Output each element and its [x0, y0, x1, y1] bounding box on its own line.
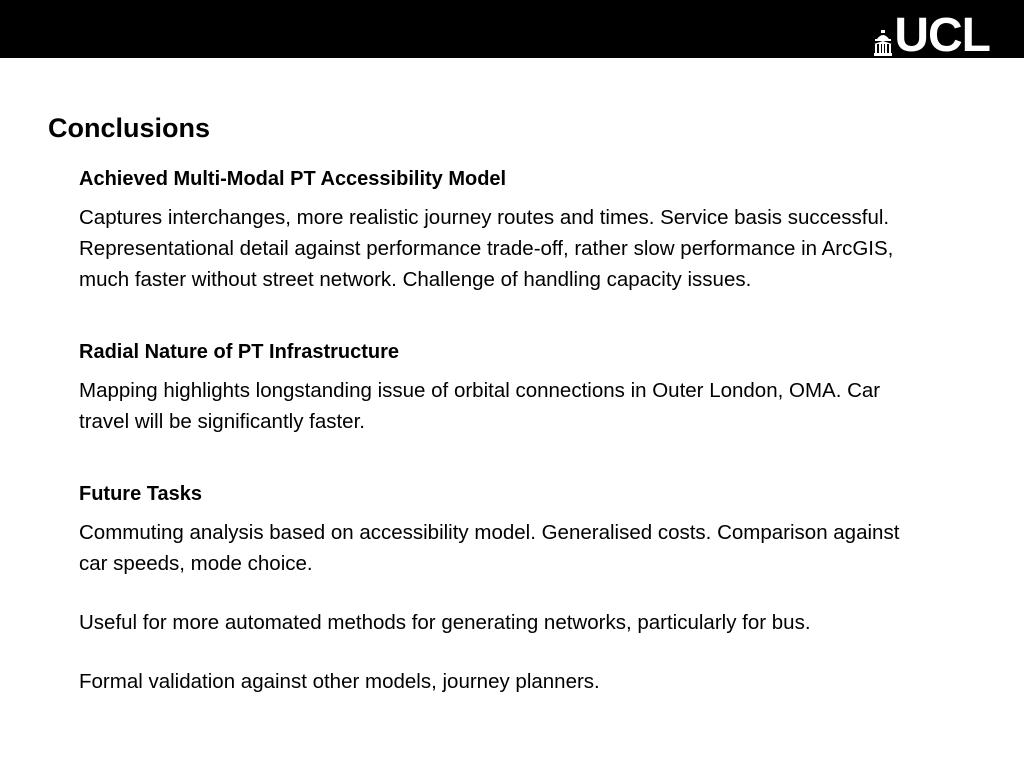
section-heading: Future Tasks	[79, 483, 202, 505]
ucl-logo	[874, 9, 990, 62]
section-paragraph: Captures interchanges, more realistic journey routes and times. Service basis successful. Representational detail against performance trade-off, rather slow performance in ArcGIS, much faster without street network. Challenge of handling capacity issues.	[79, 206, 894, 291]
section-paragraph: Mapping highlights longstanding issue of orbital connections in Outer London, OMA. Car travel will be significantly faster.	[79, 379, 881, 433]
section-paragraph: Formal validation against other models, journey planners.	[79, 670, 600, 693]
slide-content	[79, 166, 919, 697]
section-future-tasks	[79, 481, 919, 697]
section-paragraph: Useful for more automated methods for generating networks, particularly for bus.	[79, 611, 811, 634]
section-multimodal-model	[79, 166, 919, 295]
section-radial-nature	[79, 339, 919, 437]
portico-icon	[874, 30, 892, 56]
section-heading: Radial Nature of PT Infrastructure	[79, 341, 400, 363]
slide-title: Conclusions	[48, 113, 211, 143]
logo-text: UCL	[894, 9, 990, 62]
section-paragraph: Commuting analysis based on accessibility model. Generalised costs. Comparison against car speeds, mode choice.	[79, 521, 900, 575]
section-heading: Achieved Multi-Modal PT Accessibility Model	[79, 168, 507, 190]
header-bar	[0, 0, 1024, 62]
